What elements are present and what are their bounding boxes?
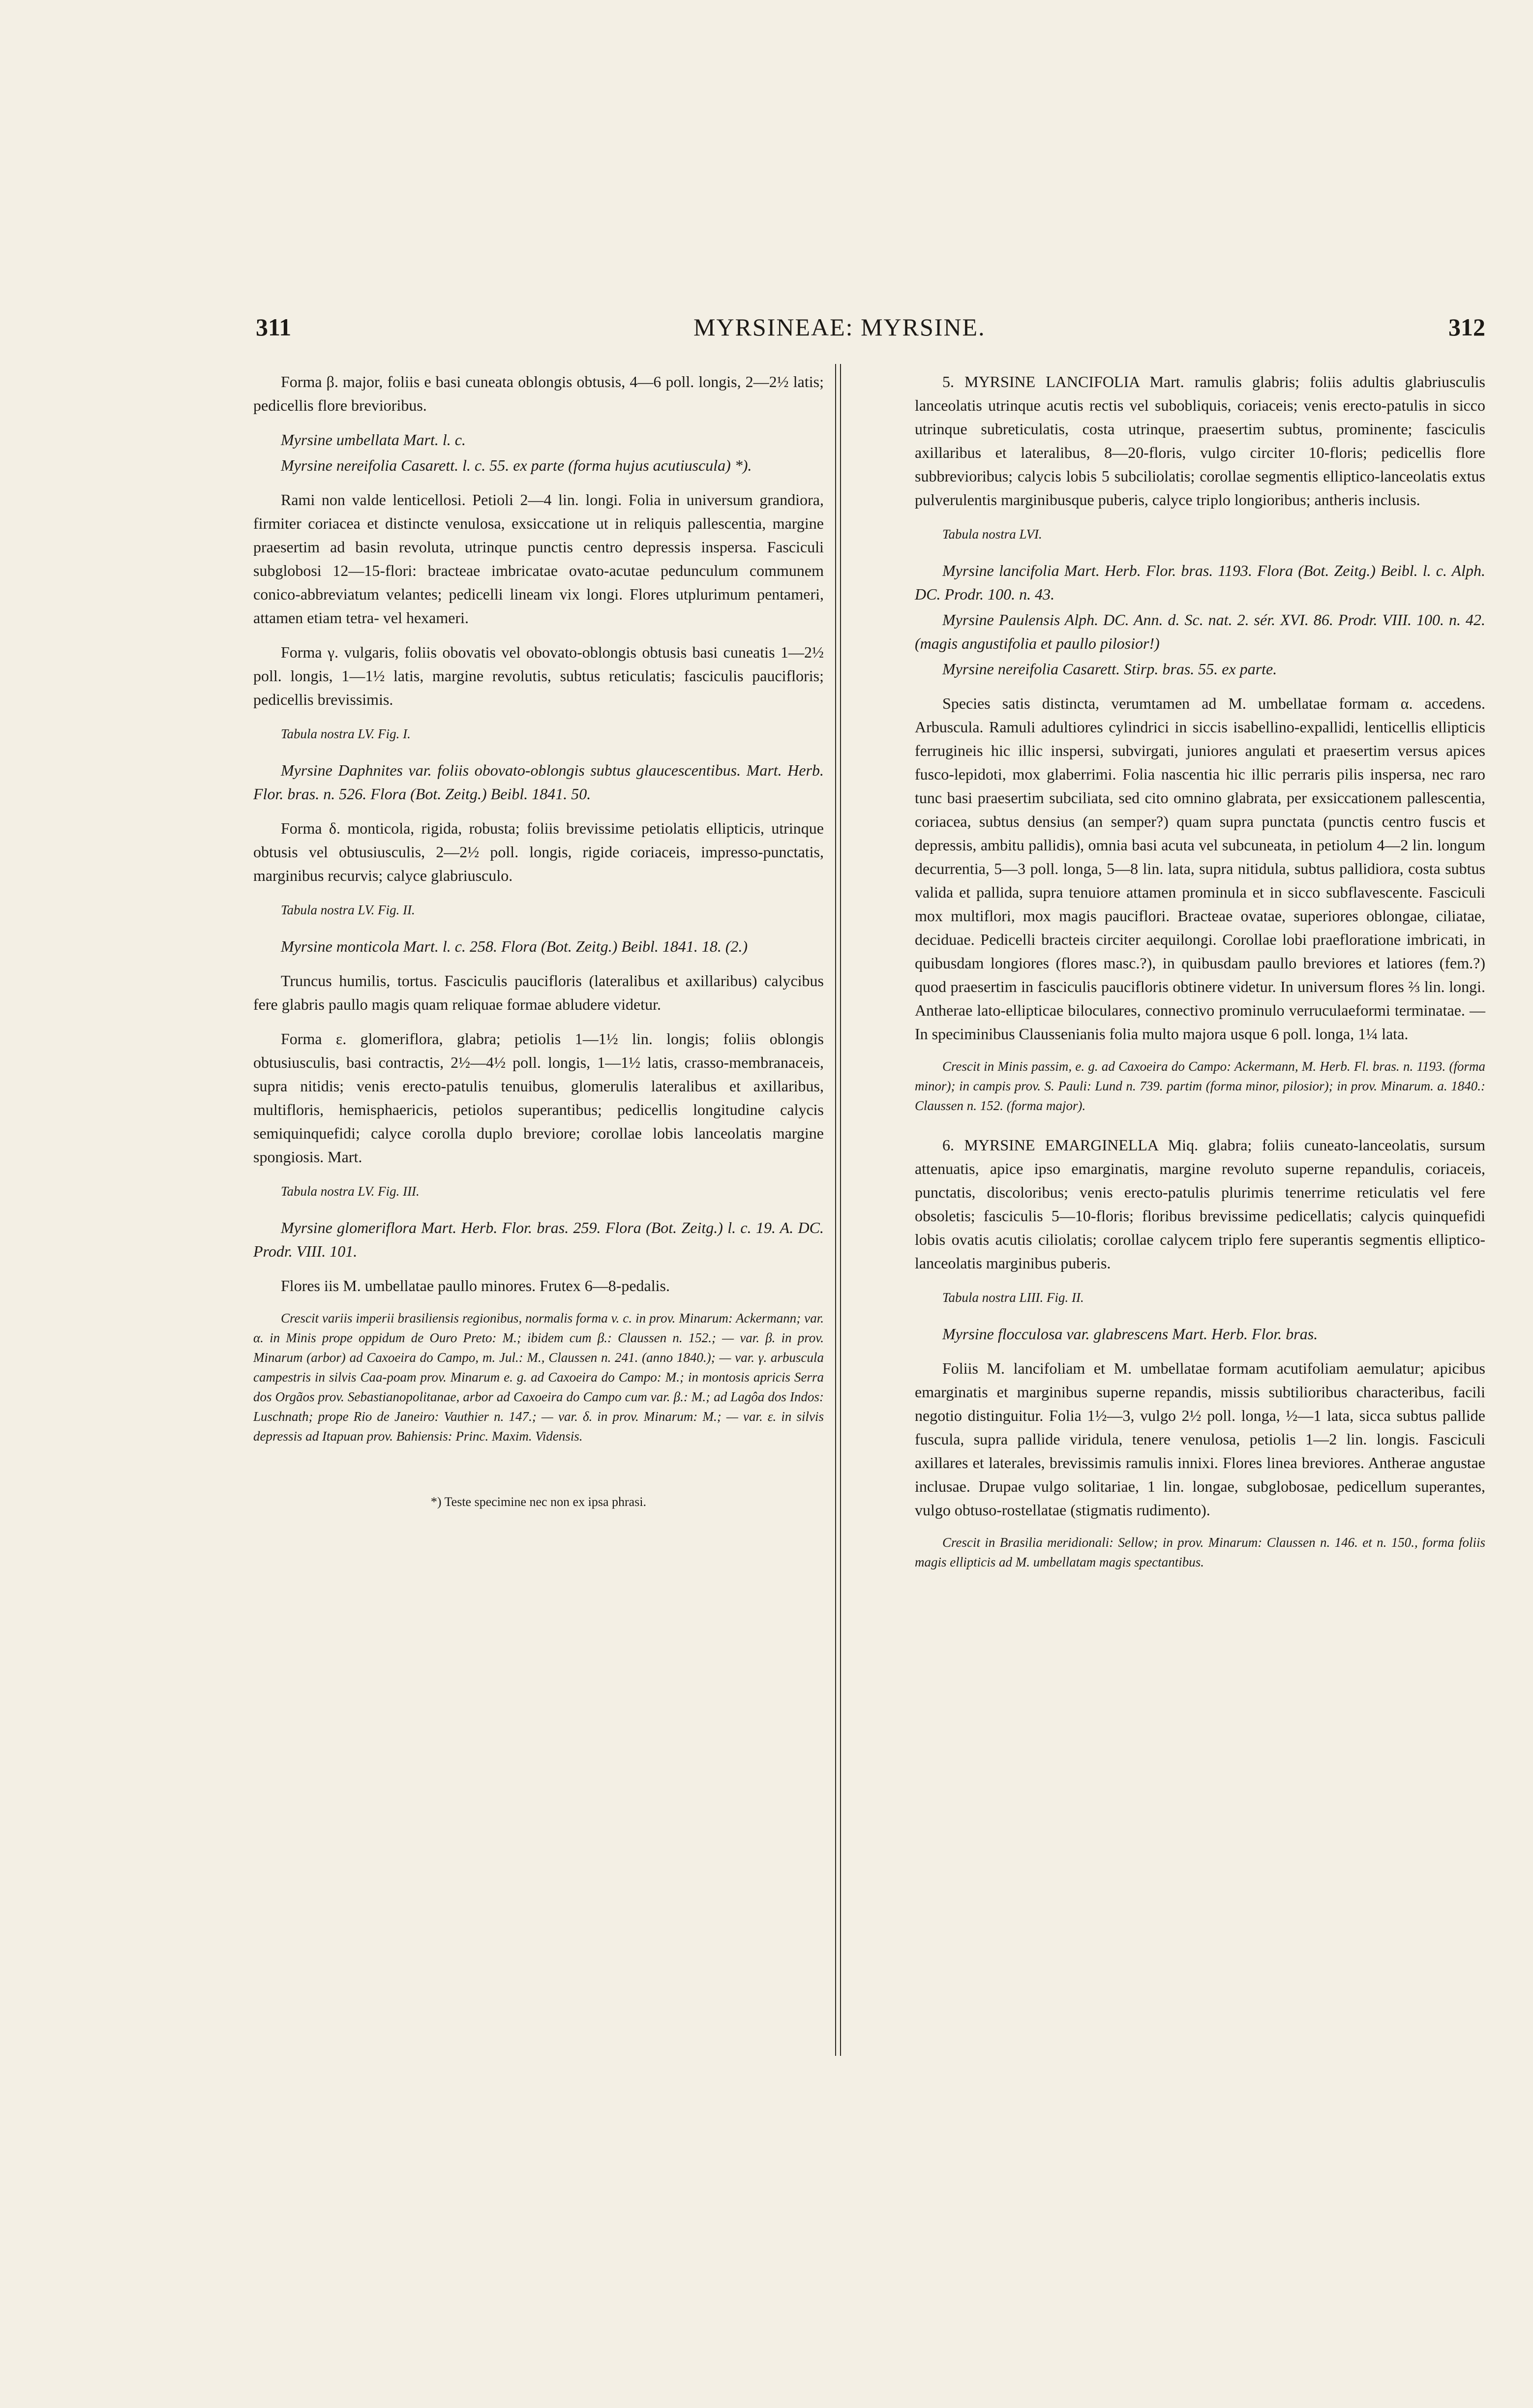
page-number-left: 311 [256,313,292,341]
page-header [256,313,1485,352]
running-title: MYRSINEAE: MYRSINE. [693,313,986,341]
species-heading-paragraph: 6. MYRSINE EMARGINELLA Miq. glabra; foliis cuneato-lanceolatis, sursum attenuatis, apice ipso emarginatis, margine revoluto superne repandulis, coriaceis, punctatis, discoloribus; venis erecto-patulis plurimis tenerrime reticulatis vel fere obsoletis; fasciculis 5—10-floris; floribus brevissime pedicellatis; calycis quinquefidi lobis ovatis acutis ciliolatis; corollae calycem triplo fere superantis segmentis elliptico-lanceolatis marginibus puberis. [915,1136,1485,1272]
paragraph: Forma ε. glomeriflora, glabra; petiolis 1—1½ lin. longis; foliis oblongis obtusiusculis, basi contractis, 2½—4½ poll. longis, 1—1½ latis, crasso-membranaceis, supra nitidis; venis erecto-patulis tenuibus, glomerulis lateralibus et axillaribus, multifloris, hemisphaericis, petiolos superantibus; pedicellis longitudine calycis semiquinquefidi; calyce corolla duplo breviore; corollae lobis lanceolatis margine spongiosis. Mart. [253,1030,824,1166]
synonym-line: Myrsine Daphnites var. foliis obovato-oblongis subtus glaucescentibus. Mart. Herb. Flor. bras. n. 526. Flora (Bot. Zeitg.) Beibl. 1841. 50. [253,761,824,803]
paragraph: Forma γ. vulgaris, foliis obovatis vel obovato-oblongis obtusis basi cuneatis 1—2½ poll. longis, 1—1½ latis, margine revolutis, subtus reticulatis; fasciculis paucifloris; pedicellis brevissimis. [253,643,824,708]
synonym-line: Myrsine Paulensis Alph. DC. Ann. d. Sc. nat. 2. sér. XVI. 86. Prodr. VIII. 100. n. 42. (magis angustifolia et paullo pilosior!) [915,611,1485,652]
paragraph: Truncus humilis, tortus. Fasciculis paucifloris (lateralibus et axillaribus) calycibus fere glabris paullo magis quam reliquae formae abludere videtur. [253,972,824,1013]
synonym-line: Myrsine glomeriflora Mart. Herb. Flor. bras. 259. Flora (Bot. Zeitg.) l. c. 19. A. DC. Prodr. VIII. 101. [253,1219,824,1260]
synonym-line: Myrsine nereifolia Casarett. l. c. 55. ex parte (forma hujus acutiuscula) *). [281,456,752,474]
paragraph: Foliis M. lancifoliam et M. umbellatae formam acutifoliam aemulatur; apicibus emarginatis et marginibus superne repandis, missis subtilioribus characteribus, facili negotio distinguitur. Folia 1½—3, vulgo 2½ poll. longa, ½—1 lata, sicca subtus pallide fuscula, supra pallide viridula, tenere venulosa, petiolis 1—2 lin. longis. Fasciculi axillares et laterales, brevissimis ramulis innixi. Flores linea breviores. Antherae angustae inclusae. Drupae vulgo solitariae, 1 lin. longae, subglobosae, pedicellum superantes, vulgo obtuso-rostellatae (stigmatis rudimento). [915,1359,1485,1519]
synonym-line: Myrsine umbellata Mart. l. c. [281,431,466,449]
synonym-line: Myrsine monticola Mart. l. c. 258. Flora (Bot. Zeitg.) Beibl. 1841. 18. (2.) [281,937,748,955]
paragraph: Forma δ. monticola, rigida, robusta; foliis brevissime petiolatis ellipticis, utrinque obtusis vel obtusiusculis, 2—2½ poll. longis, rigide coriaceis, impresso-punctatis, marginibus recurvis; calyce glabriusculo. [253,819,824,884]
paragraph: Flores iis M. umbellatae paullo minores. Frutex 6—8-pedalis. [281,1277,670,1294]
synonym-line: Myrsine flocculosa var. glabrescens Mart. Herb. Flor. bras. [942,1325,1318,1343]
left-column [253,370,824,1525]
paragraph: 5. MYRSINE LANCIFOLIA Mart. ramulis glabris; foliis adultis glabriusculis lanceolatis utrinque acutis rectis vel subobliquis, coriaceis; venis erecto-patulis in sicco utrinque subreticulatis, costa utrinque, praesertim subtus, prominente; fasciculis axillaribus et lateralibus, 8—20-floris, vulgo circiter 10-floris; pedicellis flore subbrevioribus; calycis lobis 5 subciliolatis; corollae segmentis elliptico-lanceolatis extus pulverulentis marginibusque puberis, calyce triplo longioribus; antheris inclusis. [915,373,1485,509]
paragraph: Rami non valde lenticellosi. Petioli 2—4 lin. longi. Folia in universum grandiora, firmiter coriacea et distincte venulosa, exsiccatione ut in reliquis pallescentia, margine praesertim ad basin revoluta, utrinque punctis centro depressis inspersa. Fasciculi subglobosi 12—15-flori: bracteae imbricatae ovato-acutae pedunculum communem conico-abbreviatum velantes; pedicelli lineam vix longi. Flores utplurimum pentameri, attamen etiam tetra- vel hexameri. [253,491,824,627]
page-number-right: 312 [1448,313,1485,341]
plate-reference: Tabula nostra LV. Fig. I. [281,726,411,741]
paragraph: Forma β. major, foliis e basi cuneata oblongis obtusis, 4—6 poll. longis, 2—2½ latis; pedicellis flore brevioribus. [253,373,824,414]
footnote: *) Teste specimine nec non ex ipsa phrasi. [430,1495,647,1509]
synonym-line: Myrsine nereifolia Casarett. Stirp. bras. 55. ex parte. [942,660,1277,678]
right-column [915,370,1485,1587]
column-divider [835,364,841,2056]
locality-note: Crescit in Brasilia meridionali: Sellow; in prov. Minarum: Claussen n. 146. et n. 150., forma foliis magis ellipticis ad M. umbellatam magis spectantibus. [915,1535,1485,1569]
locality-note: Crescit in Minis passim, e. g. ad Caxoeira do Campo: Ackermann, M. Herb. Fl. bras. n. 1193. (forma minor); in campis prov. S. Pauli: Lund n. 739. partim (forma minor, pilosior); in prov. Minarum. a. 1840.: Claussen n. 152. (forma major). [915,1059,1485,1113]
paragraph: Species satis distincta, verumtamen ad M. umbellatae formam α. accedens. Arbuscula. Ramuli adultiores cylindrici in siccis isabellino-expallidi, lenticellis ellipticis ferrugineis hic illic inspersi, subvirgati, juniores angulati et praesertim versus apices fusco-lepidoti, mox glaberrimi. Folia nascentia hic illic perraris pilis inspersa, nec raro tunc basi praesertim subciliata, sed cito omnino glabrata, per exsiccationem pallescentia, coriacea, subtus densius (an semper?) quam supra punctata (punctis centro fuscis et depressis, ambitu pallidis), omnia basi acuta vel subcuneata, in petiolum 4—2 lin. longum decurrentia, 5—3 poll. longa, 5—8 lin. lata, supra nitidula, subtus pallidiora, costa subtus valida et pallida, supra tenuiore attamen prominula et in sicco subflavescente. Fasciculi mox multiflori, mox magis pauciflori. Bracteae ovatae, superiores oblongae, ciliatae, deciduae. Pedicelli bracteis circiter aequilongi. Corollae lobi praefloratione imbricati, in quibusdam longiores (flores masc.?), in quibusdam paullo breviores et latiores (fem.?) quod praesertim in fasciculis paucifloris obtinere videtur. In universum flores ⅔ lin. longi. Antherae lato-ellipticae biloculares, connectivo prominulo verruculaeformi terminatae. — In speciminibus Claussenianis folia multo majora usque 6 poll. longa, 1¼ lata. [915,694,1485,1043]
plate-reference: Tabula nostra LV. Fig. III. [281,1184,420,1199]
synonym-line: Myrsine lancifolia Mart. Herb. Flor. bras. 1193. Flora (Bot. Zeitg.) Beibl. l. c. Alph. DC. Prodr. 100. n. 43. [915,562,1485,603]
plate-reference: Tabula nostra LIII. Fig. II. [942,1290,1084,1305]
locality-note: Crescit variis imperii brasiliensis regionibus, normalis forma v. c. in prov. Minarum: Ackermann; var. α. in Minis prope oppidum de Ouro Preto: M.; ibidem cum β.: Claussen n. 152.; — var. β. in prov. Minarum (arbor) ad Caxoeira do Campo, m. Jul.: M., Claussen n. 241. (anno 1840.); — var. γ. arbuscula campestris in silvis Caa-poam prov. Minarum e. g. ad Caxoeira do Campo: M.; in montosis apricis Serra dos Orgãos prov. Sebastianopolitanae, arbor ad Caxoeira do Campo cum var. β.: M.; ad Lagôa dos Indos: Luschnath; prope Rio de Janeiro: Vauthier n. 147.; — var. δ. in prov. Minarum: M.; — var. ε. in silvis depressis ad Itapuan prov. Bahiensis: Princ. Maxim. Vidensis. [253,1311,824,1444]
plate-reference: Tabula nostra LV. Fig. II. [281,903,415,917]
plate-reference: Tabula nostra LVI. [942,527,1042,542]
